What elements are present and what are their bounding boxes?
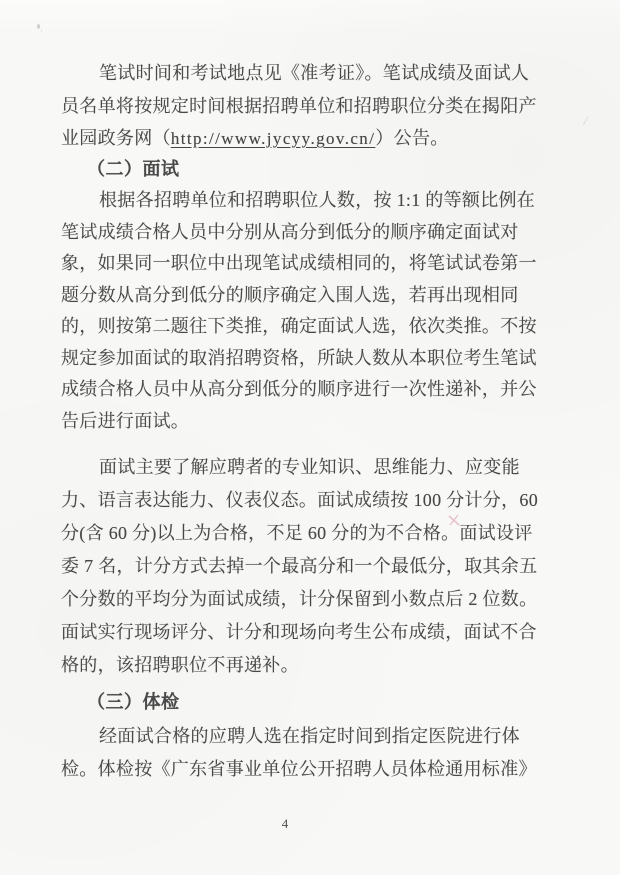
text-line: 分(含 60 分)以上为合格，不足 60 分的为不合格。面试设评 [61, 523, 533, 543]
text-line-with-url [61, 122, 566, 156]
heading-interview-section: （二）面试 [87, 159, 180, 179]
paragraph-physical-exam [61, 720, 566, 786]
text-line: 笔试成绩合格人员中分别从高分到低分的顺序确定面试对 [61, 221, 519, 242]
pink-x-icon [447, 513, 461, 527]
url-line-prefix: 业园政务网（ [61, 128, 171, 148]
paragraph-written-exam-notice [61, 57, 566, 156]
text-line: 成绩合格人员中从高分到低分的顺序进行一次性递补，并公 [61, 379, 537, 399]
page-number: 4 [281, 816, 289, 831]
heading-physical-exam-section: （三）体检 [87, 692, 180, 712]
text-line: 面试实行现场评分、计分和现场向考生公布成绩，面试不合 [61, 622, 537, 642]
scan-dust-speck [37, 24, 40, 29]
text-line: 委 7 名，计分方式去掉一个最高分和一个最低分，取其余五 [61, 556, 538, 576]
text-line: 面试主要了解应聘者的专业知识、思维能力、应变能 [99, 457, 520, 477]
website-url: http://www.jycyy.gov.cn/ [170, 129, 376, 148]
text-line: 规定参加面试的取消招聘资格，所缺人数从本职位考生笔试 [61, 347, 537, 368]
text-line: 员名单将按规定时间根据招聘单位和招聘职位分类在揭阳产 [61, 95, 537, 116]
scan-scratch-mark [583, 116, 589, 125]
text-line: 笔试时间和考试地点见《准考证》。笔试成绩及面试人 [99, 63, 530, 83]
text-line: 检。体检按《广东省事业单位公开招聘人员体检通用标准》 [61, 759, 537, 779]
text-line: 根据各招聘单位和招聘职位人数，按 1:1 的等额比例在 [99, 190, 536, 210]
text-line: 的，则按第二题往下类推，确定面试人选，依次类推。不按 [61, 316, 537, 336]
text-line: 经面试合格的应聘人选在指定时间到指定医院进行体 [99, 726, 520, 746]
url-line-suffix: ）公告。 [375, 128, 449, 148]
text-line: 象，如果同一职位中出现笔试成绩相同的，将笔试试卷第一 [61, 253, 537, 273]
text-line: 题分数从高分到低分的顺序确定入围人选，若再出现相同 [61, 284, 519, 305]
text-line: 力、语言表达能力、仪表仪态。面试成绩按 100 分计分，60 [61, 490, 538, 510]
paragraph-interview-scoring [61, 451, 566, 682]
paragraph-interview-selection [61, 185, 566, 437]
text-line: 个分数的平均分为面试成绩，计分保留到小数点后 2 位数。 [61, 589, 538, 609]
text-line: 告后进行面试。 [61, 410, 190, 431]
text-line: 格的，该招聘职位不再递补。 [61, 655, 299, 675]
pink-x-annotation-mark [447, 513, 461, 527]
